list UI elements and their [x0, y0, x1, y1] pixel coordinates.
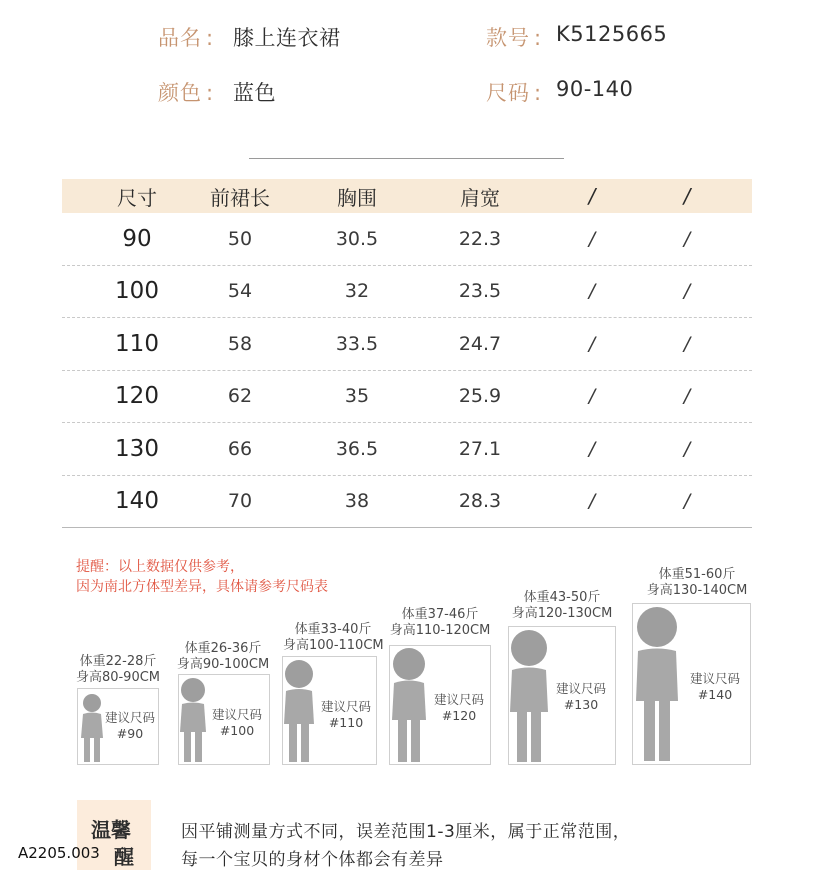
table-cell: 25.9: [458, 385, 502, 408]
table-row: [62, 371, 752, 424]
style-number-label: 款号 :: [486, 26, 543, 50]
kid-130-recommend: 建议尺码 #130: [555, 681, 606, 712]
size-table-header: [62, 179, 752, 213]
table-cell: 32: [344, 280, 370, 303]
table-cell: /: [683, 280, 691, 303]
kid-120-recommend: 建议尺码 #120: [433, 692, 484, 723]
product-name-label: 品名 :: [158, 26, 215, 50]
table-cell: 35: [344, 385, 370, 408]
size-table: [62, 179, 752, 528]
table-cell: 70: [227, 490, 253, 513]
table-cell: 66: [227, 437, 253, 460]
child-silhouette-icon: [506, 628, 552, 764]
table-cell: /: [588, 280, 596, 303]
table-row: [62, 213, 752, 266]
kid-90-caption: 体重22-28斤 身高80-90CM: [75, 654, 161, 685]
table-cell: /: [683, 490, 691, 513]
table-row: [62, 423, 752, 476]
table-cell: 62: [227, 385, 253, 408]
header-cell: 前裙长: [210, 185, 270, 210]
reminder-line-2: 因为南北方体型差异，具体请参考尺码表: [76, 579, 328, 595]
product-name-value: 膝上连衣裙: [233, 26, 341, 50]
table-cell: 120: [115, 383, 159, 410]
tip-title-line-1: 温馨: [91, 818, 131, 842]
tip-title-line-2: 醒: [114, 845, 134, 869]
table-cell: /: [588, 332, 596, 355]
table-cell: 33.5: [335, 332, 379, 355]
tip-text-line-2: 每一个宝贝的身材个体都会有差异: [181, 850, 444, 870]
kid-110-recommend: 建议尺码 #110: [320, 699, 371, 730]
table-cell: 24.7: [458, 332, 502, 355]
table-cell: 58: [227, 332, 253, 355]
table-cell: 130: [115, 435, 159, 462]
kid-90-recommend: 建议尺码 #90: [104, 710, 155, 741]
kid-140-recommend: 建议尺码 #140: [689, 671, 740, 702]
table-cell: 90: [122, 225, 152, 252]
table-cell: 28.3: [458, 490, 502, 513]
table-cell: 22.3: [458, 227, 502, 250]
table-cell: 140: [115, 488, 159, 515]
color-label: 颜色 :: [158, 81, 215, 105]
table-cell: 30.5: [335, 227, 379, 250]
reminder-line-1: 提醒：以上数据仅供参考，: [76, 559, 244, 575]
tip-text-line-1: 因平铺测量方式不同，误差范围1-3厘米，属于正常范围，: [181, 822, 631, 842]
kid-100-recommend: 建议尺码 #100: [211, 707, 262, 738]
header-cell: /: [683, 184, 691, 208]
table-row: [62, 266, 752, 319]
table-cell: /: [683, 227, 691, 250]
child-silhouette-icon: [176, 676, 210, 764]
table-cell: /: [588, 227, 596, 250]
color-value: 蓝色: [233, 81, 276, 105]
table-row: [62, 476, 752, 529]
table-cell: 100: [115, 278, 159, 305]
table-cell: /: [588, 437, 596, 460]
header-cell: 肩宽: [460, 185, 500, 210]
style-number-value: K5125665: [556, 22, 668, 46]
child-silhouette-icon: [632, 605, 682, 763]
table-cell: 23.5: [458, 280, 502, 303]
table-cell: /: [683, 385, 691, 408]
header-cell: 尺寸: [117, 185, 157, 210]
table-row: [62, 318, 752, 371]
table-cell: /: [588, 385, 596, 408]
kid-130-caption: 体重43-50斤 身高120-130CM: [511, 590, 613, 621]
table-cell: 50: [227, 227, 253, 250]
table-cell: /: [683, 437, 691, 460]
child-silhouette-icon: [388, 646, 430, 764]
header-cell: 胸围: [337, 185, 377, 210]
size-range-label: 尺码 :: [486, 81, 543, 105]
table-cell: /: [683, 332, 691, 355]
kid-100-caption: 体重26-36斤 身高90-100CM: [176, 641, 270, 672]
size-range-value: 90-140: [556, 77, 634, 101]
table-cell: 54: [227, 280, 253, 303]
table-cell: 36.5: [335, 437, 379, 460]
section-divider: [249, 158, 564, 159]
child-silhouette-icon: [280, 658, 318, 764]
table-cell: 27.1: [458, 437, 502, 460]
header-cell: /: [588, 184, 596, 208]
product-code: A2205.003: [18, 844, 100, 862]
table-cell: 110: [115, 330, 159, 357]
kid-120-caption: 体重37-46斤 身高110-120CM: [389, 607, 491, 638]
kid-110-caption: 体重33-40斤 身高100-110CM: [283, 622, 384, 653]
kid-140-caption: 体重51-60斤 身高130-140CM: [646, 567, 748, 598]
table-cell: /: [588, 490, 596, 513]
table-cell: 38: [344, 490, 370, 513]
